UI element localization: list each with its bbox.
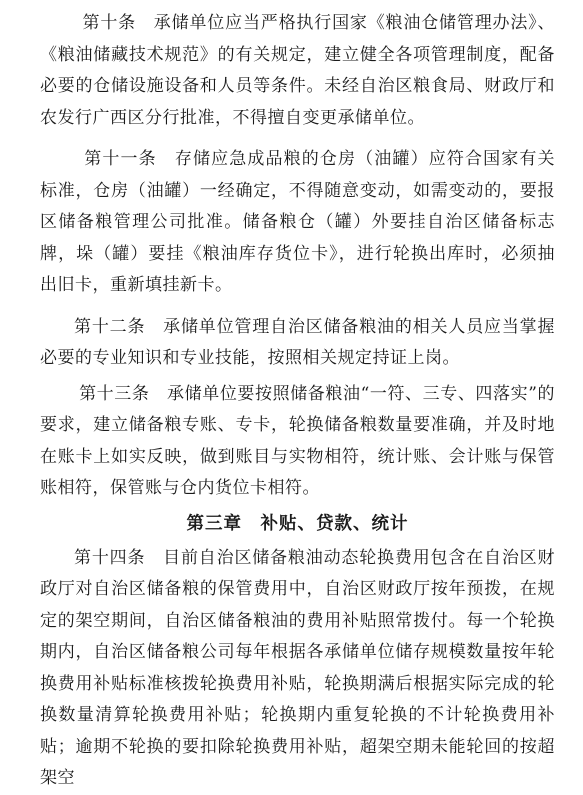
article-11-paragraph: 第十一条 存储应急成品粮的仓房（油罐）应符合国家有关标准，仓房（油罐）一经确定，不得随意变动，如需变动的，要报区储备粮管理公司批准。储备粮仓（罐）外要挂自治区储备标志牌，垛（罐）要挂《粮油库存货位卡》，进行轮换出库时，必须抽出旧卡，重新填挂新卡。 <box>40 149 555 295</box>
article-14-paragraph: 第十四条 目前自治区储备粮油动态轮换费用包含在自治区财政厅对自治区储备粮的保管费用中，自治区财政厅按年预拨，在规定的架空期间，自治区储备粮油的费用补贴照常拨付。每一个轮换期内，自治区储备粮公司每年根据各承储单位储存规模数量按年轮换费用补贴标准核拨轮换费用补贴，轮换期满后根据实际完成的轮换数量清算轮换费用补贴；轮换期内重复轮换的不计轮换费用补贴；逾期不轮换的要扣除轮换费用补贴，超架空期未能轮回的按超架空 <box>40 547 555 788</box>
article-10-paragraph: 第十条 承储单位应当严格执行国家《粮油仓储管理办法》、《粮油储藏技术规范》的有关规定，建立健全各项管理制度，配备必要的仓储设施设备和人员等条件。未经自治区粮食局、财政厅和农发行广西区分行批准，不得擅自变更承储单位。 <box>40 13 555 128</box>
chapter-heading: 第三章 补贴、贷款、统计 <box>186 513 409 534</box>
article-13-paragraph: 第十三条 承储单位要按照储备粮油“一符、三专、四落实”的要求，建立储备粮专账、专卡，轮换储备粮数量要准确，并及时地在账卡上如实反映，做到账目与实物相符，统计账、会计账与保管账相符，保管账与仓内货位卡相符。 <box>40 383 555 498</box>
article-12-paragraph: 第十二条 承储单位管理自治区储备粮油的相关人员应当掌握必要的专业知识和专业技能，按照相关规定持证上岗。 <box>40 316 555 368</box>
